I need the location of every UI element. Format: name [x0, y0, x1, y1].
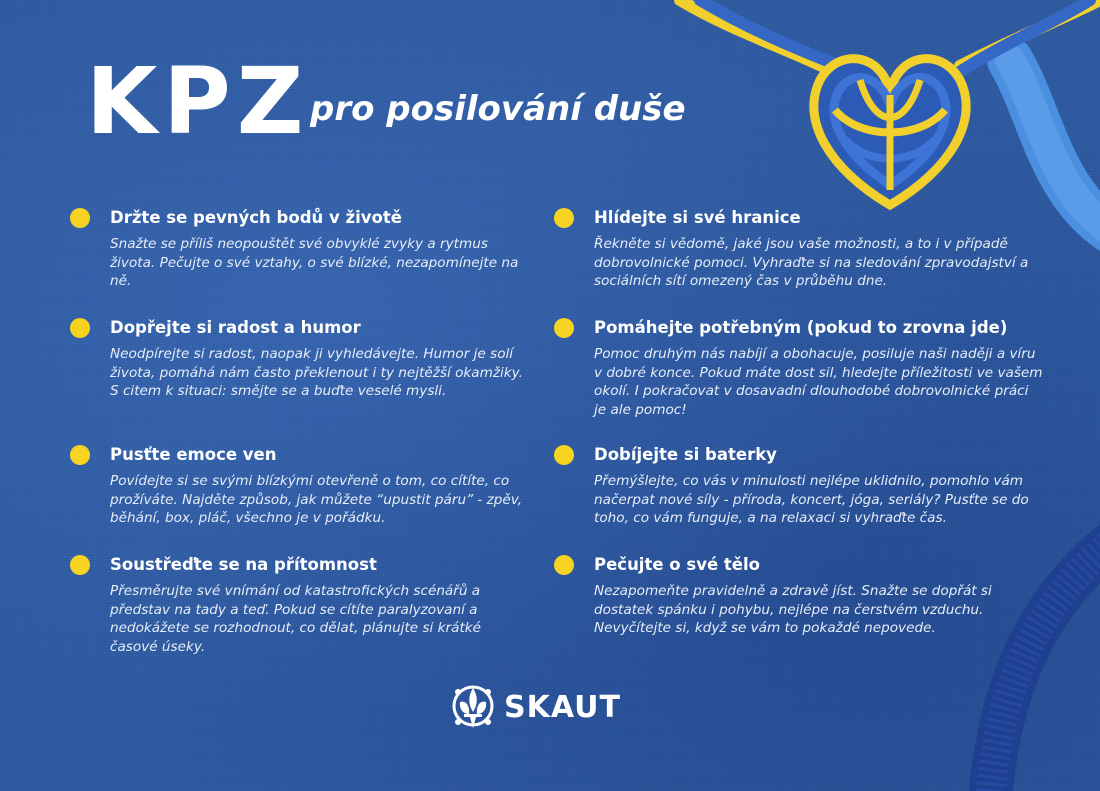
tip-body: Přesměrujte své vnímání od katastrofických scénářů a představ na tady a teď. Pokud se cítíte paralyzovaní a nedokážete se rozhodnout, co dělat, plánujte si krátké časové úseky. — [110, 583, 482, 655]
bullet-icon — [554, 445, 574, 465]
tip-body: Pomoc druhým nás nabíjí a obohacuje, posiluje naši naději a víru v dobré konce. Pokud máte dost sil, hledejte příležitosti ve vašem okolí. I pokračovat v dosavadní dlouhodobé dobrovolnické práci je ale pomoc! — [594, 346, 1043, 418]
bullet-icon — [554, 555, 574, 575]
fleur-de-lis-icon — [450, 682, 496, 732]
tip-heading: Dobíjejte si baterky — [594, 445, 777, 464]
tip-body: Řekněte si vědomě, jaké jsou vaše možnosti, a to i v případě dobrovolnické pomoci. Vyhraďte si na sledování zpravodajství a sociálních sítí omezený čas v průběhu dne. — [594, 236, 1029, 289]
skaut-logo — [450, 682, 621, 732]
bullet-icon — [554, 318, 574, 338]
tip-heading: Držte se pevných bodů v životě — [110, 208, 402, 227]
tip-right-4 — [594, 554, 1044, 638]
tip-body: Snažte se příliš neopouštět své obvyklé zvyky a rytmus života. Pečujte o své vztahy, o své blízké, nezapomínejte na ně. — [110, 236, 519, 289]
tip-body: Nezapomeňte pravidelně a zdravě jíst. Snažte se dopřát si dostatek spánku i pohybu, nejlépe na čerstvém vzduchu. Nevyčítejte si, když se vám to pokaždé nepovede. — [594, 583, 992, 636]
tip-left-3 — [110, 444, 530, 528]
bullet-icon — [70, 208, 90, 228]
bullet-icon — [554, 208, 574, 228]
tip-right-1 — [594, 207, 1044, 291]
tip-right-2 — [594, 317, 1044, 419]
bullet-icon — [70, 555, 90, 575]
tip-body: Přemýšlejte, co vás v minulosti nejlépe uklidnilo, pomohlo vám načerpat nové síly - příroda, koncert, jóga, seriály? Pusťte se do toho, co vám funguje, a na relaxaci si vyhraďte čas. — [594, 473, 1029, 526]
tip-body: Neodpírejte si radost, naopak ji vyhledávejte. Humor je solí života, pomáhá nám často překlenout i ty nejtěžší okamžiky. S citem k situaci: smějte se a buďte veselé mysli. — [110, 346, 523, 399]
bullet-icon — [70, 445, 90, 465]
tip-heading: Dopřejte si radost a humor — [110, 318, 361, 337]
tip-heading: Pusťte emoce ven — [110, 445, 277, 464]
bullet-icon — [70, 318, 90, 338]
tip-heading: Hlídejte si své hranice — [594, 208, 801, 227]
tip-body: Povídejte si se svými blízkými otevřeně o tom, co cítíte, co prožíváte. Najděte způsob, jak můžete “upustit páru” - zpěv, běhání, box, pláč, všechno je v pořádku. — [110, 473, 523, 526]
heart-knot-icon — [814, 59, 966, 205]
page-title: KPZ — [86, 48, 310, 155]
tip-left-4 — [110, 554, 530, 656]
tip-heading: Pomáhejte potřebným (pokud to zrovna jde) — [594, 318, 1008, 337]
tip-right-3 — [594, 444, 1044, 528]
page-subtitle: pro posilování duše — [310, 89, 686, 129]
tip-heading: Soustřeďte se na přítomnost — [110, 555, 377, 574]
logo-text: SKAUT — [504, 689, 621, 725]
tip-left-1 — [110, 207, 530, 291]
tip-left-2 — [110, 317, 530, 401]
tip-heading: Pečujte o své tělo — [594, 555, 760, 574]
